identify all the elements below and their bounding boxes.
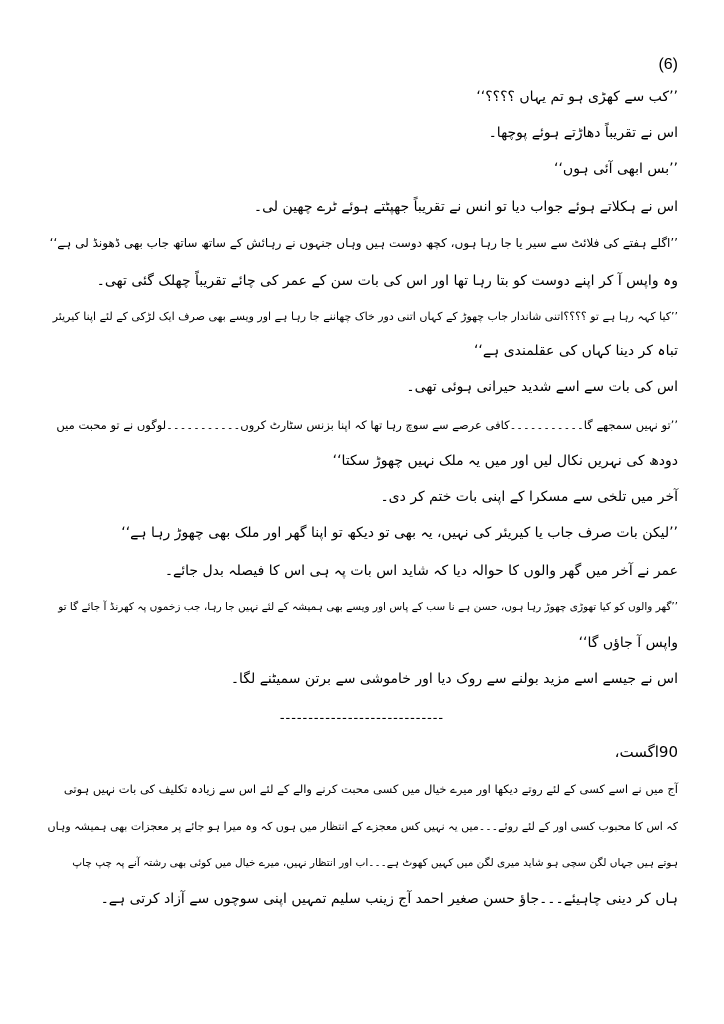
diary-line: ہاں کر دینی چاہیئے۔۔۔جاؤ حسن صغیر احمد آج زینب سلیم تمہیں اپنی سوچوں سے آزاد کرتی ہے۔ (100, 891, 678, 907)
text-line: آخر میں تلخی سے مسکرا کے اپنی بات ختم کر دی۔ (380, 489, 678, 505)
text-line: عمر نے آخر میں گھر والوں کا حوالہ دیا کہ شاید اس بات پہ ہی اس کا فیصلہ بدل جائے۔ (164, 563, 678, 579)
text-line: اس نے تقریباً دھاڑتے ہوئے پوچھا۔ (488, 125, 678, 141)
text-line: ’’کب سے کھڑی ہو تم یہاں ؟؟؟؟‘‘ (476, 89, 678, 105)
text-line: دودھ کی نہریں نکال لیں اور میں یہ ملک نہیں چھوڑ سکتا‘‘ (332, 453, 678, 469)
text-line: وہ واپس آ کر اپنے دوست کو بتا رہا تھا اور اس کی بات سن کے عمر کی چائے تقریباً چھلک گئی تھی۔ (96, 273, 678, 289)
text-line: ’’گھر والوں کو کیا تھوڑی چھوڑ رہا ہوں، حسن ہے نا سب کے پاس اور ویسے بھی ہمیشہ کے لئے نہیں جا رہا، جب زخموں پہ کھرنڈ آ جائے گا تو (58, 601, 678, 613)
diary-line: آج میں نے اسے کسی کے لئے روتے دیکھا اور میرے خیال میں کسی محبت کرنے والے کے لئے اس سے زیادہ تکلیف کی بات نہیں ہوتی (63, 782, 678, 796)
diary-line: کہ اس کا محبوب کسی اور کے لئے روئے۔۔۔میں یہ نہیں کس معجزے کے انتظار میں ہوں کہ وہ میرا ہو جائے پر معجزات بھی ہمیشہ وہاں (47, 820, 678, 833)
text-line: ’’اگلے ہفتے کی فلائٹ سے سیر یا جا رہا ہوں، کچھ دوست ہیں وہاں جنہوں نے رہائش کے ساتھ ساتھ جاب بھی ڈھونڈ لی ہے‘‘ (49, 236, 678, 250)
diary-line: ہوتے ہیں جہاں لگن سچی ہو شاید میری لگن میں کہیں کھوٹ ہے۔۔۔اب اور انتظار نہیں، میرے خیال میں کوئی بھی رشتہ آنے پہ چپ چاپ (72, 857, 678, 869)
text-line: واپس آ جاؤں گا‘‘ (578, 635, 678, 651)
text-line: ’’کیا کہہ رہا ہے تو ؟؟؟؟اتنی شاندار جاب چھوڑ کے کہاں اتنی دور خاک چھاننے جا رہا ہے اور ویسے بھی صرف ایک لڑکی کے لئے اپنا کیریئر (52, 310, 678, 323)
text-line: اس نے ہکلاتے ہوئے جواب دیا تو انس نے تقریباً جھپٹتے ہوئے ٹرے چھین لی۔ (253, 199, 678, 215)
section-separator: ----------------------------- (279, 709, 445, 725)
text-line: ’’بس ابھی آئی ہوں‘‘ (554, 161, 678, 177)
text-line: اس نے جیسے اسے مزید بولنے سے روک دیا اور خاموشی سے برتن سمیٹنے لگا۔ (230, 671, 678, 687)
text-line: اس کی بات سے اسے شدید حیرانی ہوئی تھی۔ (406, 379, 678, 395)
diary-date: 90اگست، (614, 743, 678, 761)
page-number: (6) (658, 56, 678, 73)
text-line: ’’تو نہیں سمجھے گا۔۔۔۔۔۔۔۔۔۔۔کافی عرصے سے سوچ رہا تھا کہ اپنا بزنس سٹارٹ کروں۔۔۔۔۔۔۔۔۔۔۔لوگوں نے تو محبت میں (56, 418, 678, 432)
text-line: تباہ کر دینا کہاں کی عقلمندی ہے‘‘ (473, 343, 678, 359)
text-line: ’’لیکن بات صرف جاب یا کیریئر کی نہیں، یہ بھی تو دیکھ تو اپنا گھر اور ملک بھی چھوڑ رہا ہے‘‘ (121, 525, 678, 541)
